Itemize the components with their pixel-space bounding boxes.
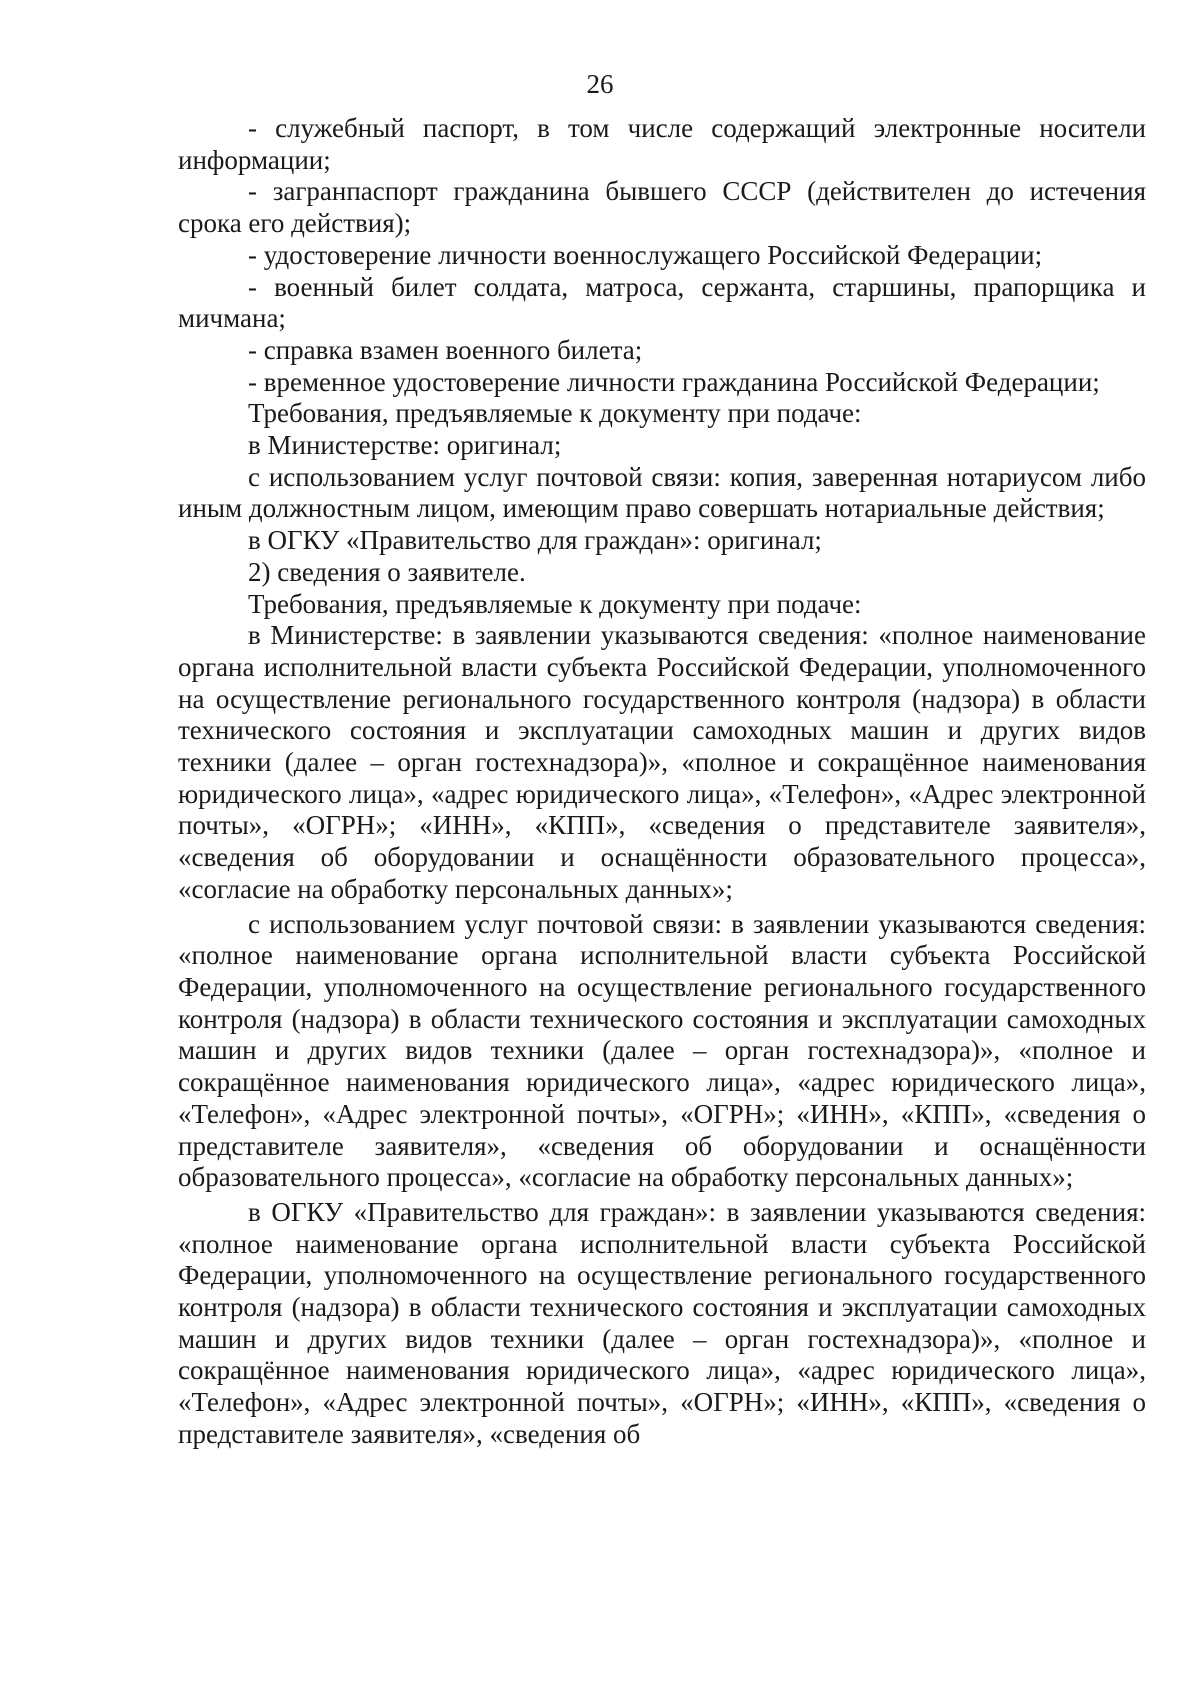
paragraph-military-id: - удостоверение личности военнослужащего Российской Федерации; [248,239,1043,270]
paragraph-applicant-info: 2) сведения о заявителе. [248,556,526,587]
paragraph-ministry-application: в Министерстве: в заявлении указываются сведения: «полное наименование органа исполнительной власти субъекта Российской Федерации, уполномоченного на осуществление регионального государственного контроля (надзора) в области технического состояния и эксплуатации самоходных машин и других видов техники (далее – орган гостехнадзора)», «полное и сокращённое наименования юридического лица», «адрес юридического лица», «Телефон», «Адрес электронной почты», «ОГРН»; «ИНН», «КПП», «сведения о представителе заявителя», «сведения об оборудовании и оснащённости образовательного процесса», «согласие на обработку персональных данных»; [178,620,1146,904]
paragraph-ussr-passport: - загранпаспорт гражданина бывшего СССР (действителен до истечения срока его действия); [178,176,1146,239]
paragraph-ticket-certificate: - справка взамен военного билета; [248,334,643,365]
paragraph-ogku-application: в ОГКУ «Правительство для граждан»: в заявлении указываются сведения: «полное наименование органа исполнительной власти субъекта Российской Федерации, уполномоченного на осуществление регионального государственного контроля (надзора) в области технического состояния и эксплуатации самоходных машин и других видов техники (далее – орган гостехнадзора)», «полное и сокращённое наименования юридического лица», «адрес юридического лица», «Телефон», «Адрес электронной почты», «ОГРН»; «ИНН», «КПП», «сведения о представителе заявителя», «сведения об [178,1196,1146,1449]
paragraph-ogku-original: в ОГКУ «Правительство для граждан»: оригинал; [248,525,822,556]
paragraph-military-ticket: - военный билет солдата, матроса, сержанта, старшины, прапорщика и мичмана; [178,271,1146,334]
paragraph-postal-copy: с использованием услуг почтовой связи: копия, заверенная нотариусом либо иным должностным лицом, имеющим право совершать нотариальные действия; [178,461,1146,524]
paragraph-temporary-id: - временное удостоверение личности гражданина Российской Федерации; [248,366,1100,397]
paragraph-service-passport: - служебный паспорт, в том числе содержащий электронные носители информации; [178,113,1146,175]
page-number: 26 [586,69,614,99]
paragraph-ministry-original: в Министерстве: оригинал; [248,430,562,461]
paragraph-requirements-heading-1: Требования, предъявляемые к документу при подаче: [248,398,862,429]
paragraph-requirements-heading-2: Требования, предъявляемые к документу при подаче: [248,588,862,619]
paragraph-postal-application: с использованием услуг почтовой связи: в заявлении указываются сведения: «полное наименование органа исполнительной власти субъекта Российской Федерации, уполномоченного на осуществление регионального государственного контроля (надзора) в области технического состояния и эксплуатации самоходных машин и других видов техники (далее – орган гостехнадзора)», «полное и сокращённое наименования юридического лица», «адрес юридического лица», «Телефон», «Адрес электронной почты», «ОГРН»; «ИНН», «КПП», «сведения о представителе заявителя», «сведения об оборудовании и оснащённости образовательного процесса», «согласие на обработку персональных данных»; [178,908,1146,1193]
body-text [178,113,1146,1451]
